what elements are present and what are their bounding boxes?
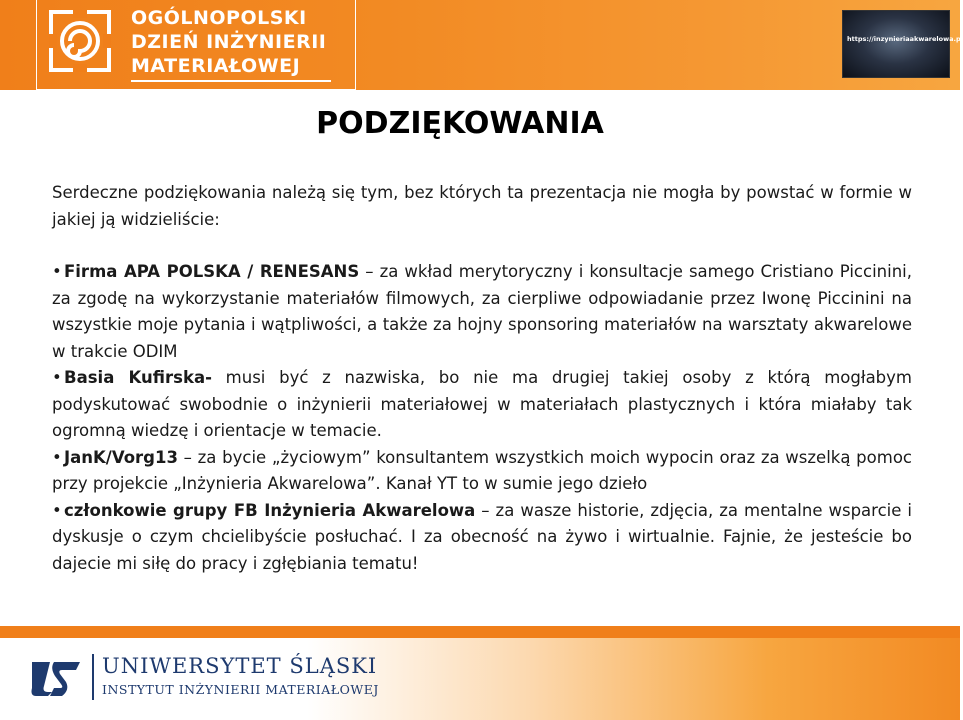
acknowledgements-list [52,259,912,577]
list-item [52,445,912,498]
item-text: musi być z nazwiska, bo nie ma drugiej takiej osoby z którą mogłabym podyskutować swobodnie o inżynierii materiałowej w materiałach plastycznych i która miałaby tak ogromną wiedzę i orientacje w temacie. [52,368,912,440]
bullet-icon: • [52,262,62,281]
page-title: PODZIĘKOWANIA [316,106,604,141]
logo-line-2: DZIEŃ INŻYNIERII [131,31,327,53]
intro-paragraph: Serdeczne podziękowania należą się tym, bez których ta prezentacja nie mogła by powstać w formie w jakiej ją widzieliście: [52,183,912,229]
bullet-icon: • [52,447,62,467]
header-banner [0,0,963,90]
university-divider [92,654,94,700]
item-name: JanK/Vorg13 [64,447,178,467]
item-text: – za wasze historie, zdjęcia, za mentalne wsparcie i dyskusje o czym chcielibyście posłuchać. I za obecność na żywo i wirtualnie. Fajnie, że jesteście bo dajecie mi siłę do pracy i zgłębiania tematu! [52,500,912,573]
website-thumbnail [842,10,963,78]
university-name: UNIWERSYTET ŚLĄSKI [102,654,378,678]
list-item [52,365,912,445]
odim-logo [36,0,356,90]
footer-divider [0,626,960,638]
bullet-icon: • [52,500,62,520]
list-item [52,259,912,365]
item-text: – za wkład merytoryczny i konsultacje samego Cristiano Piccinini, za zgodę na wykorzystanie materiałów filmowych, za cierpliwe odpowiadanie przez Iwonę Piccinini na wszystkie moje pytania i wątpliwości, a także za hojny sponsoring materiałów na warsztaty akwarelowe w trakcie ODIM [52,262,912,361]
spiral-logo-icon [49,10,111,72]
bullet-icon: • [52,368,62,387]
item-name: Firma APA POLSKA / RENESANS [64,262,360,281]
footer-banner [0,638,960,720]
item-name: członkowie grupy FB Inżynieria Akwarelowa [64,500,476,520]
logo-line-1: OGÓLNOPOLSKI [131,7,307,29]
logo-text [131,6,326,78]
thumbnail-url: https://inzynieriaakwarelowa.pl [847,35,963,43]
item-text: – za bycie „życiowym” konsultantem wszystkich moich wypocin oraz za wszelką pomoc przy projekcie „Inżynieria Akwarelowa”. Kanał YT to w sumie jego dzieło [52,447,912,493]
item-name: Basia Kufirska- [64,368,212,387]
institute-name: INSTYTUT INŻYNIERII MATERIAŁOWEJ [102,682,379,697]
logo-underline [131,80,331,82]
logo-line-3: MATERIAŁOWEJ [131,55,301,77]
university-logo-icon [28,656,84,698]
list-item [52,498,912,578]
acknowledgements-body [52,180,912,577]
